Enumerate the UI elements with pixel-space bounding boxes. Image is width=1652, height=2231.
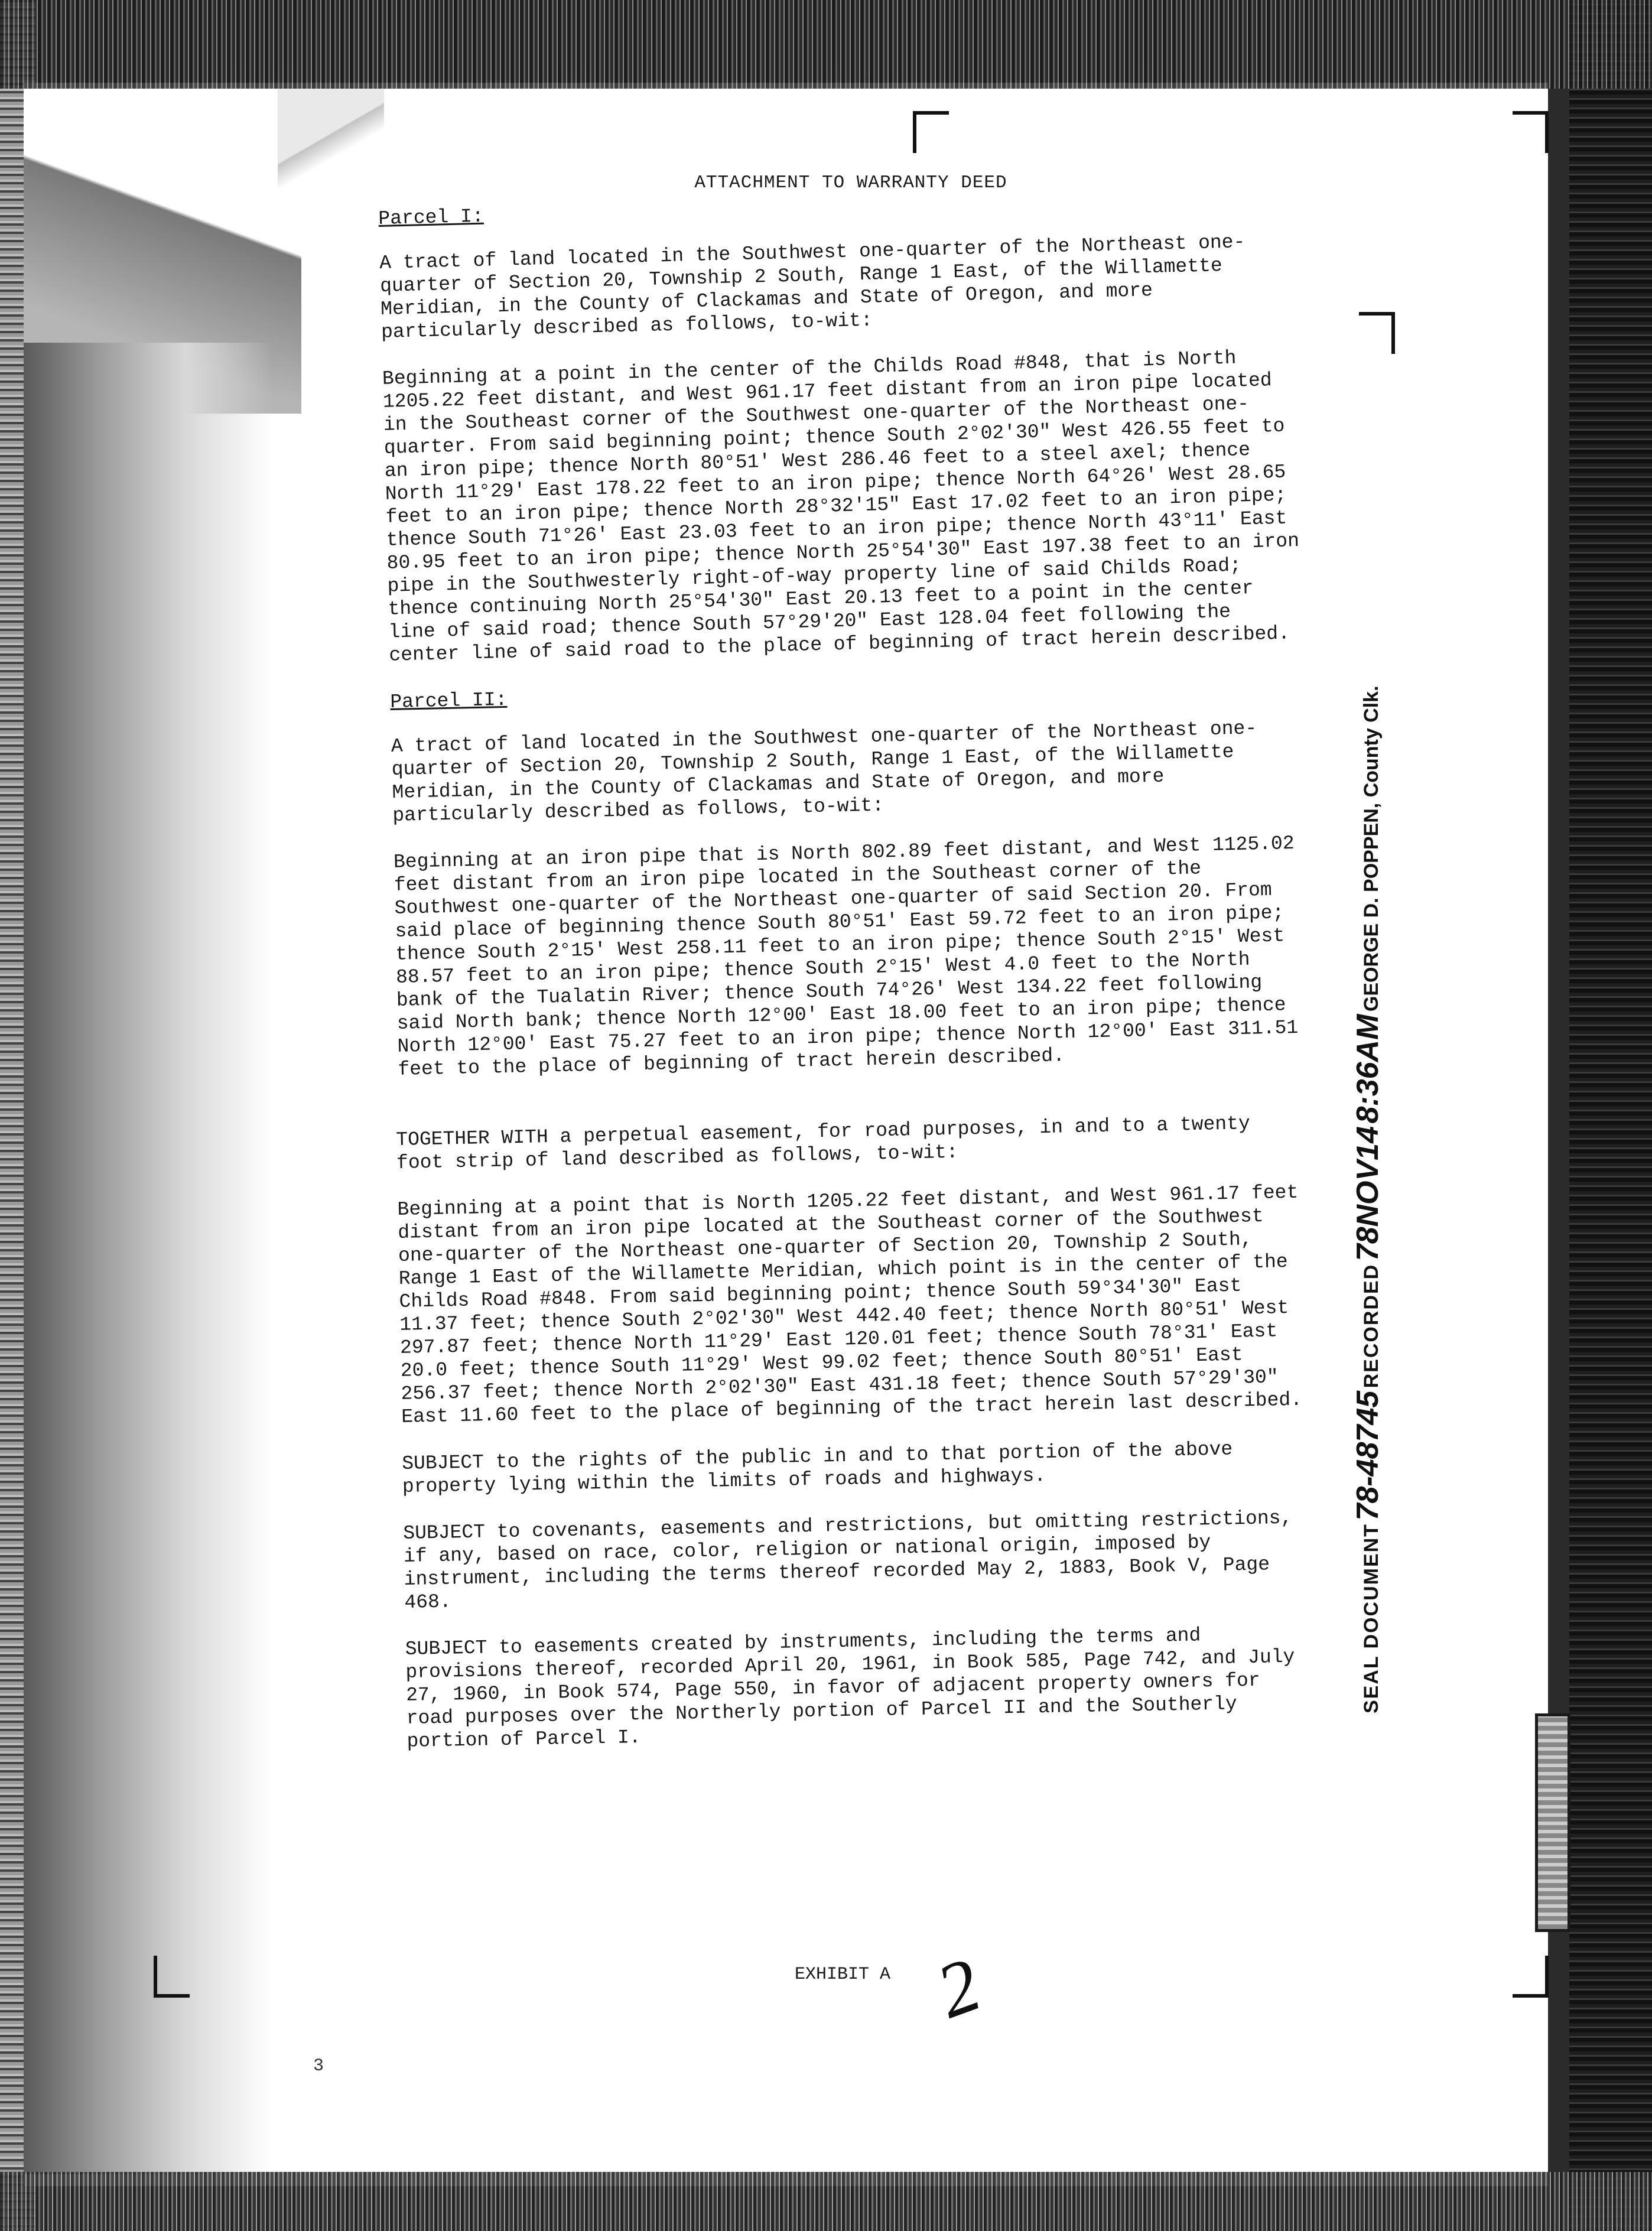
- easement-intro: TOGETHER WITH a perpetual easement, for road purposes, in and to a twenty foot strip of land described as follows, to-wit:: [396, 1113, 1251, 1174]
- recording-stamp: [1350, 685, 1386, 1713]
- document-title: ATTACHMENT TO WARRANTY DEED: [694, 173, 1007, 193]
- stamp-clerk: GEORGE D. POPPEN, County Clk.: [1360, 685, 1383, 1012]
- folded-corner: [278, 83, 384, 201]
- scan-shadow-left: [24, 343, 272, 2174]
- crop-mark-top-center: [913, 111, 949, 153]
- crop-mark-bottom-right: [1513, 1956, 1549, 1998]
- parcel-2-description: Beginning at an iron pipe that is North 802.89 feet distant, and West 1125.02 feet distant from an iron pipe located in the Southeast corner of the Southwest one-quarter of the Northeast one-quarter of said Section 20. From said place of beginning thence South 80°51' East 59.72 feet to an iron pipe; thence South 2°15' West 258.11 feet to an iron pipe; thence South 2°15' West 88.57 feet to an iron pipe; thence South 2°15' West 4.0 feet to the North bank of the Tualatin River; thence South 74°26' West 134.22 feet following said North bank; thence North 12°00' East 18.00 feet to an iron pipe; thence North 12°00' East 75.27 feet to an iron pipe; thence North 12°00' East 311.51 feet to the place of beginning of tract herein described.: [393, 832, 1299, 1081]
- scan-edge-right: [1569, 0, 1652, 2231]
- stamp-seal-document: SEAL DOCUMENT: [1360, 1523, 1383, 1713]
- subject-clause-3: SUBJECT to easements created by instruments, including the terms and provisions thereof, recorded April 20, 1961, in Book 585, Page 742, and July 27, 1960, in Book 574, Page 550, in favor of adjacent property owners for road purposes over the Northerly portion of Parcel II and the Southerly portion of Parcel I.: [405, 1624, 1295, 1752]
- stray-mark: 3: [313, 2056, 324, 2076]
- parcel-1-heading: Parcel I:: [378, 205, 484, 230]
- subject-clause-2: SUBJECT to covenants, easements and restrictions, but omitting restrictions, if any, based on race, color, religion or national origin, imposed by instrument, including the terms thereof recorded May 2, 1883, Book V, Page 468.: [403, 1507, 1293, 1614]
- stamp-doc-number: 78-48745: [1351, 1390, 1385, 1521]
- parcel-2-heading: Parcel II:: [390, 688, 508, 713]
- deed-text: [378, 171, 1303, 1777]
- stamp-recorded: RECORDED: [1360, 1263, 1383, 1388]
- crop-mark-bottom-left: [154, 1956, 190, 1998]
- parcel-2-intro: A tract of land located in the Southwest one-quarter of the Northeast one-quarter of Section 20, Township 2 South, Range 1 East, of the Willamette Meridian, in the County of Clackamas and State of Oregon, and more particularly described as follows, to-wit:: [391, 717, 1257, 827]
- parcel-2-section: [390, 672, 1308, 1081]
- parcel-1-section: [378, 185, 1311, 667]
- handwritten-page-number: 2: [926, 1941, 991, 2035]
- scanner-clip: [1535, 1713, 1570, 1932]
- crop-mark-upper-right: [1359, 312, 1395, 354]
- easement-description: Beginning at a point that is North 1205.22 feet distant, and West 961.17 feet distant from an iron pipe located at the Southeast corner of the Southwest one-quarter of the Northeast one-quarter of Section 20, Township 2 South, Range 1 East of the Willamette Meridian, which point is in the center of the Childs Road #848. From said beginning point; thence South 59°34'30" East 11.37 feet; thence South 2°02'30" West 442.40 feet; thence North 80°51' West 297.87 feet; thence North 11°29' East 120.01 feet; thence South 78°31' East 20.0 feet; thence South 11°29' West 99.02 feet; thence South 80°51' East 256.37 feet; thence North 2°02'30" East 431.18 feet; thence South 57°29'30" East 11.60 feet to the place of beginning of the tract herein last described.: [397, 1181, 1303, 1428]
- scan-edge-bottom: [0, 2172, 1652, 2231]
- scan-edge-top: [0, 0, 1652, 89]
- parcel-1-description: Beginning at a point in the center of the Childs Road #848, that is North 1205.22 feet distant, and West 961.17 feet distant from an iron pipe located in the Southeast corner of the Southwest one-quarter of the Northeast one-quarter. From said beginning point; thence South 2°02'30" West 426.55 feet to an iron pipe; thence North 80°51' West 286.46 feet to a steel axel; thence North 11°29' East 178.22 feet to an iron pipe; thence North 64°26' West 28.65 feet to an iron pipe; thence North 28°32'15" East 17.02 feet to an iron pipe; thence South 71°26' East 23.03 feet to an iron pipe; thence North 43°11' East 80.95 feet to an iron pipe; thence North 25°54'30" East 197.38 feet to an iron pipe in the Southwesterly right-of-way property line of said Childs Road; thence continuing North 25°54'30" East 20.13 feet to a point in the center line of said road; thence South 57°29'20" East 128.04 feet following the center line of said road to the place of beginning of tract herein described.: [382, 347, 1300, 666]
- subject-clauses: [402, 1436, 1305, 1752]
- parcel-1-intro: A tract of land located in the Southwest one-quarter of the Northeast one-quarter of Section 20, Township 2 South, Range 1 East, of the Willamette Meridian, in the County of Clackamas and State of Oregon, and more particularly described as follows, to-wit:: [379, 231, 1245, 343]
- exhibit-label: EXHIBIT A: [795, 1965, 891, 1985]
- easement-section: [396, 1111, 1305, 1429]
- stamp-date: 78NOV14: [1351, 1126, 1385, 1261]
- crop-mark-top-right: [1513, 111, 1549, 153]
- stamp-time: 8:36AM: [1351, 1014, 1385, 1124]
- subject-clause-1: SUBJECT to the rights of the public in and to that portion of the above property lying within the limits of roads and highways.: [402, 1438, 1233, 1498]
